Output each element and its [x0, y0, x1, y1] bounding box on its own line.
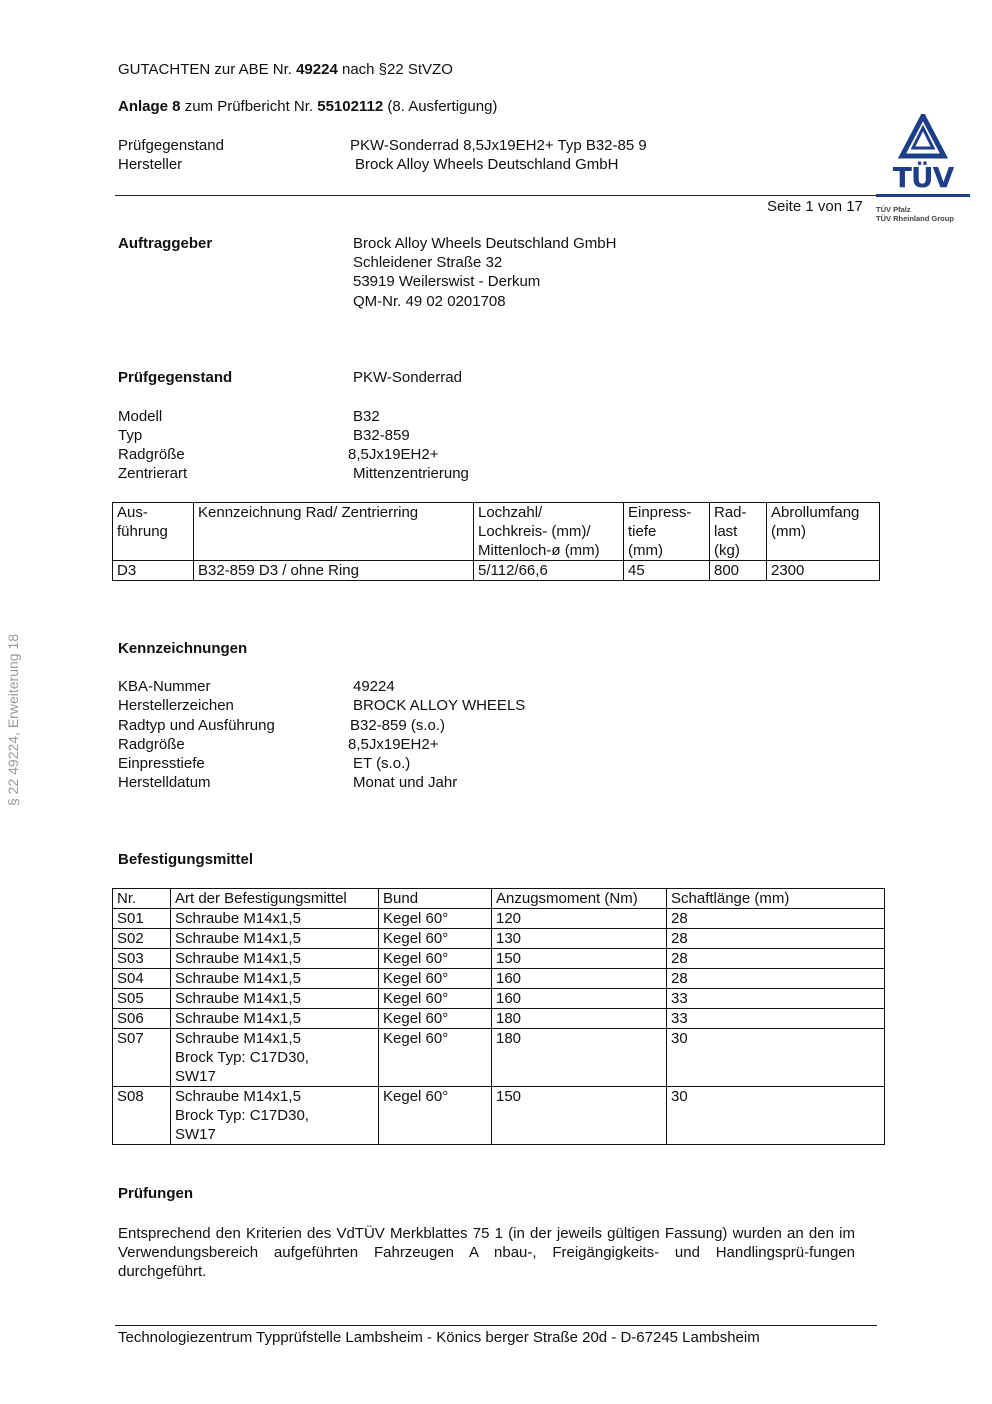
table-cell: D3: [113, 561, 194, 581]
table-cell: Schraube M14x1,5: [171, 929, 379, 949]
tuv-triangle-icon: [876, 114, 970, 160]
tuv-sub2: TÜV Rheinland Group: [876, 214, 954, 223]
header-hersteller-value: Brock Alloy Wheels Deutschland GmbH: [355, 156, 619, 173]
table-cell: Schraube M14x1,5 Brock Typ: C17D30, SW17: [171, 1029, 379, 1087]
table-row: [113, 1029, 885, 1087]
table-cell: S06: [113, 1009, 171, 1029]
table-cell: 45: [624, 561, 710, 581]
header-title-line: [118, 60, 453, 79]
pruefgegenstand-label: Prüfgegenstand: [118, 369, 233, 386]
table-cell: Kegel 60°: [379, 929, 492, 949]
table-cell: S05: [113, 989, 171, 1009]
pruefungen-title: Prüfungen: [118, 1185, 193, 1202]
zentrierart-label: Zentrierart: [118, 465, 188, 482]
auftraggeber-line: 53919 Weilerswist - Derkum: [353, 273, 541, 290]
table-cell: S03: [113, 949, 171, 969]
table-cell: 800: [710, 561, 767, 581]
pruefgegenstand-value: PKW-Sonderrad: [353, 369, 462, 386]
table-cell: 160: [492, 969, 667, 989]
kennz-value: BROCK ALLOY WHEELS: [353, 697, 526, 714]
table-cell: Schraube M14x1,5 Brock Typ: C17D30, SW17: [171, 1087, 379, 1145]
kennz-value: 49224: [353, 678, 395, 695]
table-cell: 30: [667, 1029, 885, 1087]
table-cell: Kegel 60°: [379, 1009, 492, 1029]
kennz-value: Monat und Jahr: [353, 774, 458, 791]
befestigung-title: Befestigungsmittel: [118, 851, 254, 868]
footer-text: Technologiezentrum Typprüfstelle Lambsheim - Könics berger Straße 20d - D-67245 Lambsheim: [118, 1329, 760, 1346]
kennz-label: Radgröße: [118, 736, 185, 753]
header-divider: [115, 195, 877, 196]
kennz-value: B32-859 (s.o.): [350, 717, 446, 734]
table-cell: Kegel 60°: [379, 989, 492, 1009]
table-header-cell: Aus- führung: [113, 503, 194, 561]
table-cell: 30: [667, 1087, 885, 1145]
table-cell: 28: [667, 969, 885, 989]
header-pruefgegenstand-value: PKW-Sonderrad 8,5Jx19EH2+ Typ B32-85 9: [350, 137, 647, 154]
kennzeichnungen-title: Kennzeichnungen: [118, 640, 248, 657]
auftraggeber-line: Brock Alloy Wheels Deutschland GmbH: [353, 235, 617, 252]
befestigung-table: [112, 888, 885, 1145]
table-header-cell: Rad- last (kg): [710, 503, 767, 561]
table-header-cell: Lochzahl/ Lochkreis- (mm)/ Mittenloch-ø (mm): [474, 503, 624, 561]
ausfertigung-text: (8. Ausfertigung): [387, 98, 498, 115]
tuv-brand-text: TÜV: [892, 161, 954, 194]
typ-label: Typ: [118, 427, 143, 444]
table-cell: 180: [492, 1009, 667, 1029]
kennz-label: Einpresstiefe: [118, 755, 205, 772]
table-cell: 28: [667, 929, 885, 949]
kennz-value: ET (s.o.): [353, 755, 411, 772]
table-row: [113, 1009, 885, 1029]
pruefbericht-number: 55102112: [317, 98, 384, 115]
table-row: [113, 949, 885, 969]
side-watermark-text: § 22 49224, Erweiterung 18: [5, 633, 21, 806]
auftraggeber-label: Auftraggeber: [118, 235, 213, 252]
tuv-logo: [876, 114, 970, 223]
table-row: [113, 969, 885, 989]
tuv-sub1: TÜV Pfalz: [876, 205, 911, 214]
table-cell: Kegel 60°: [379, 1029, 492, 1087]
pruefungen-text: Entsprechend den Kriterien des VdTÜV Merkblattes 75 1 (in der jeweils gültigen Fassung) wurden an den im Verwendungsbereich aufgeführten Fahrzeugen A nbau-, Freigängigkeits- und Handlingsprü-fungen durchgeführt.: [118, 1225, 855, 1280]
table-header-row: [113, 503, 880, 561]
table-cell: 180: [492, 1029, 667, 1087]
table-cell: S08: [113, 1087, 171, 1145]
header-anlage-line: [118, 97, 497, 116]
table-row: [113, 989, 885, 1009]
table-header-cell: Schaftlänge (mm): [667, 889, 885, 909]
table-cell: Schraube M14x1,5: [171, 969, 379, 989]
table-cell: Kegel 60°: [379, 1087, 492, 1145]
table-header-cell: Einpress- tiefe (mm): [624, 503, 710, 561]
table-cell: S04: [113, 969, 171, 989]
zentrierart-value: Mittenzentrierung: [353, 465, 469, 482]
table-cell: Kegel 60°: [379, 969, 492, 989]
modell-label: Modell: [118, 408, 163, 425]
auftraggeber-line: Schleidener Straße 32: [353, 254, 503, 271]
table-header-cell: Art der Befestigungsmittel: [171, 889, 379, 909]
wheel-table: [112, 502, 880, 581]
header-hersteller-label: Hersteller: [118, 156, 183, 173]
table-row: [113, 929, 885, 949]
pruefbericht-text: zum Prüfbericht Nr.: [184, 98, 314, 115]
kennz-label: Herstelldatum: [118, 774, 211, 791]
header-gutachten-prefix: GUTACHTEN zur ABE Nr.: [118, 61, 292, 78]
table-cell: S01: [113, 909, 171, 929]
table-cell: Schraube M14x1,5: [171, 949, 379, 969]
table-cell: S02: [113, 929, 171, 949]
table-cell: B32-859 D3 / ohne Ring: [194, 561, 474, 581]
table-header-cell: Bund: [379, 889, 492, 909]
table-header-row: [113, 889, 885, 909]
table-row: [113, 561, 880, 581]
table-cell: 5/112/66,6: [474, 561, 624, 581]
table-cell: Schraube M14x1,5: [171, 1009, 379, 1029]
radgroesse-label: Radgröße: [118, 446, 185, 463]
table-cell: 120: [492, 909, 667, 929]
table-cell: Kegel 60°: [379, 949, 492, 969]
table-cell: S07: [113, 1029, 171, 1087]
header-gutachten-suffix: nach §22 StVZO: [341, 61, 453, 78]
table-cell: Schraube M14x1,5: [171, 909, 379, 929]
table-cell: 160: [492, 989, 667, 1009]
typ-value: B32-859: [353, 427, 410, 444]
auftraggeber-line: QM-Nr. 49 02 0201708: [353, 293, 506, 310]
table-cell: Kegel 60°: [379, 909, 492, 929]
page-number: Seite 1 von 17: [767, 198, 863, 215]
header-pruefgegenstand-label: Prüfgegenstand: [118, 137, 224, 154]
kennz-label: Herstellerzeichen: [118, 697, 234, 714]
table-cell: Schraube M14x1,5: [171, 989, 379, 1009]
table-cell: 28: [667, 949, 885, 969]
kennz-value: 8,5Jx19EH2+: [348, 736, 439, 753]
kennz-label: KBA-Nummer: [118, 678, 211, 695]
modell-value: B32: [353, 408, 380, 425]
table-cell: 28: [667, 909, 885, 929]
abe-number: 49224: [296, 61, 338, 78]
anlage-label: Anlage 8: [118, 98, 181, 115]
table-cell: 2300: [767, 561, 880, 581]
table-header-cell: Kennzeichnung Rad/ Zentrierring: [194, 503, 474, 561]
tuv-brand-bar: [876, 194, 970, 197]
table-cell: 33: [667, 1009, 885, 1029]
table-cell: 33: [667, 989, 885, 1009]
kennz-label: Radtyp und Ausführung: [118, 717, 275, 734]
table-row: [113, 1087, 885, 1145]
table-cell: 150: [492, 1087, 667, 1145]
table-header-cell: Nr.: [113, 889, 171, 909]
footer-divider: [115, 1325, 877, 1326]
table-header-cell: Abrollumfang (mm): [767, 503, 880, 561]
radgroesse-value: 8,5Jx19EH2+: [348, 446, 439, 463]
table-cell: 130: [492, 929, 667, 949]
table-cell: 150: [492, 949, 667, 969]
table-row: [113, 909, 885, 929]
table-header-cell: Anzugsmoment (Nm): [492, 889, 667, 909]
